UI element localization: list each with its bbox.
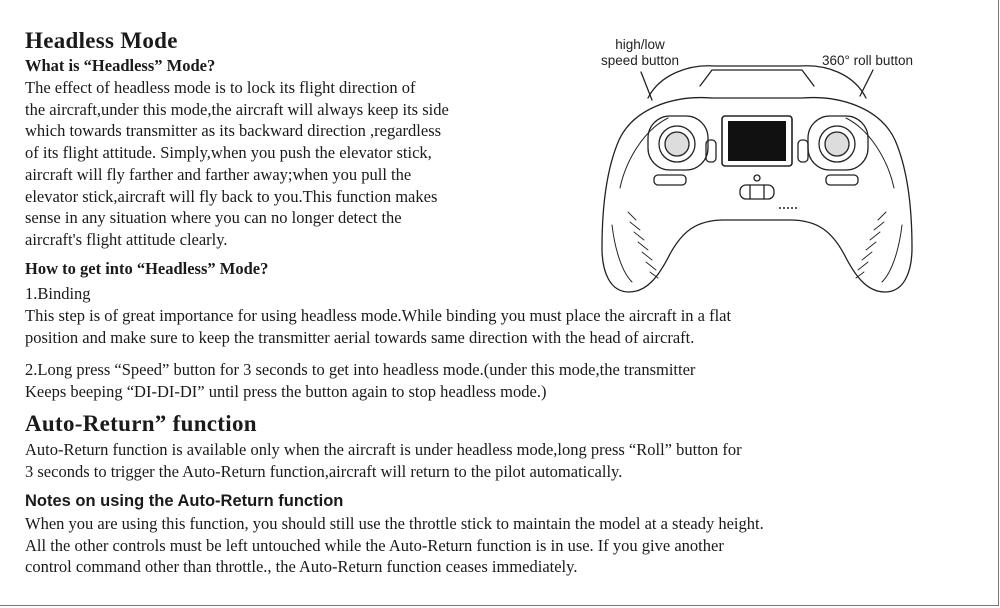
paragraph-line: elevator stick,aircraft will fly back to you.This function makes	[25, 186, 438, 206]
step1-title: 1.Binding	[25, 284, 91, 303]
roll-button-label: 360° roll button	[822, 53, 913, 68]
paragraph-line: sense in any situation where you can no longer detect the	[25, 208, 402, 228]
headless-mode-title: Headless Mode	[25, 28, 178, 53]
paragraph-line: which towards transmitter as its backward direction ,regardless	[25, 121, 442, 141]
power-switch	[740, 185, 774, 199]
lcd-screen	[728, 121, 786, 161]
paragraph-line: 3 seconds to trigger the Auto-Return function,aircraft will return to the pilot automatically.	[25, 461, 623, 481]
paragraph-line: control command other than throttle., the Auto-Return function ceases immediately.	[25, 557, 578, 577]
paragraph-line: 2.Long press “Speed” button for 3 seconds to get into headless mode.(under this mode,the transmitter	[25, 360, 696, 379]
speaker-holes	[779, 207, 797, 209]
how-to-enter-headless-heading: How to get into “Headless” Mode?	[25, 259, 269, 278]
left-grip-edge	[612, 225, 632, 282]
paragraph-line: When you are using this function, you should still use the throttle stick to maintain the model at a steady height.	[25, 514, 764, 533]
paragraph-line: position and make sure to keep the transmitter aerial towards same direction with the head of aircraft.	[25, 327, 695, 347]
left-grip-hatching	[628, 212, 658, 278]
paragraph-line: Auto-Return function is available only when the aircraft is under headless mode,long press “Roll” button for	[25, 440, 742, 459]
shoulder-bumper-inner	[700, 70, 814, 86]
left-stick	[665, 132, 689, 156]
right-stick	[825, 132, 849, 156]
paragraph-line: Keeps beeping “DI-DI-DI” until press the button again to stop headless mode.)	[25, 381, 547, 401]
paragraph-line: This step is of great importance for using headless mode.While binding you must place the aircraft in a flat	[25, 306, 732, 325]
auto-return-title: Auto-Return” function	[25, 411, 257, 436]
right-trim-horizontal	[826, 175, 858, 185]
paragraph-line: aircraft will fly farther and farther away;when you pull the	[25, 164, 412, 184]
paragraph-line: aircraft's flight attitude clearly.	[25, 229, 228, 249]
notes-heading: Notes on using the Auto-Return function	[25, 492, 344, 510]
right-trim-vertical	[798, 140, 808, 162]
right-grip-hatching	[856, 212, 886, 278]
what-is-headless-subtitle: What is “Headless” Mode?	[25, 56, 216, 75]
paragraph-line: The effect of headless mode is to lock its flight direction of	[25, 78, 416, 97]
left-trim-horizontal	[654, 175, 686, 185]
paragraph-line: the aircraft,under this mode,the aircraft will always keep its side	[25, 99, 449, 119]
paragraph-line: All the other controls must be left untouched while the Auto-Return function is in use. If you give another	[25, 535, 724, 555]
label-line: speed button	[600, 53, 680, 68]
right-grip-edge	[882, 225, 902, 282]
power-led	[754, 175, 760, 181]
label-line: high/low	[615, 37, 665, 52]
paragraph-line: of its flight attitude. Simply,when you push the elevator stick,	[25, 143, 432, 163]
speed-pointer-line	[641, 72, 652, 100]
